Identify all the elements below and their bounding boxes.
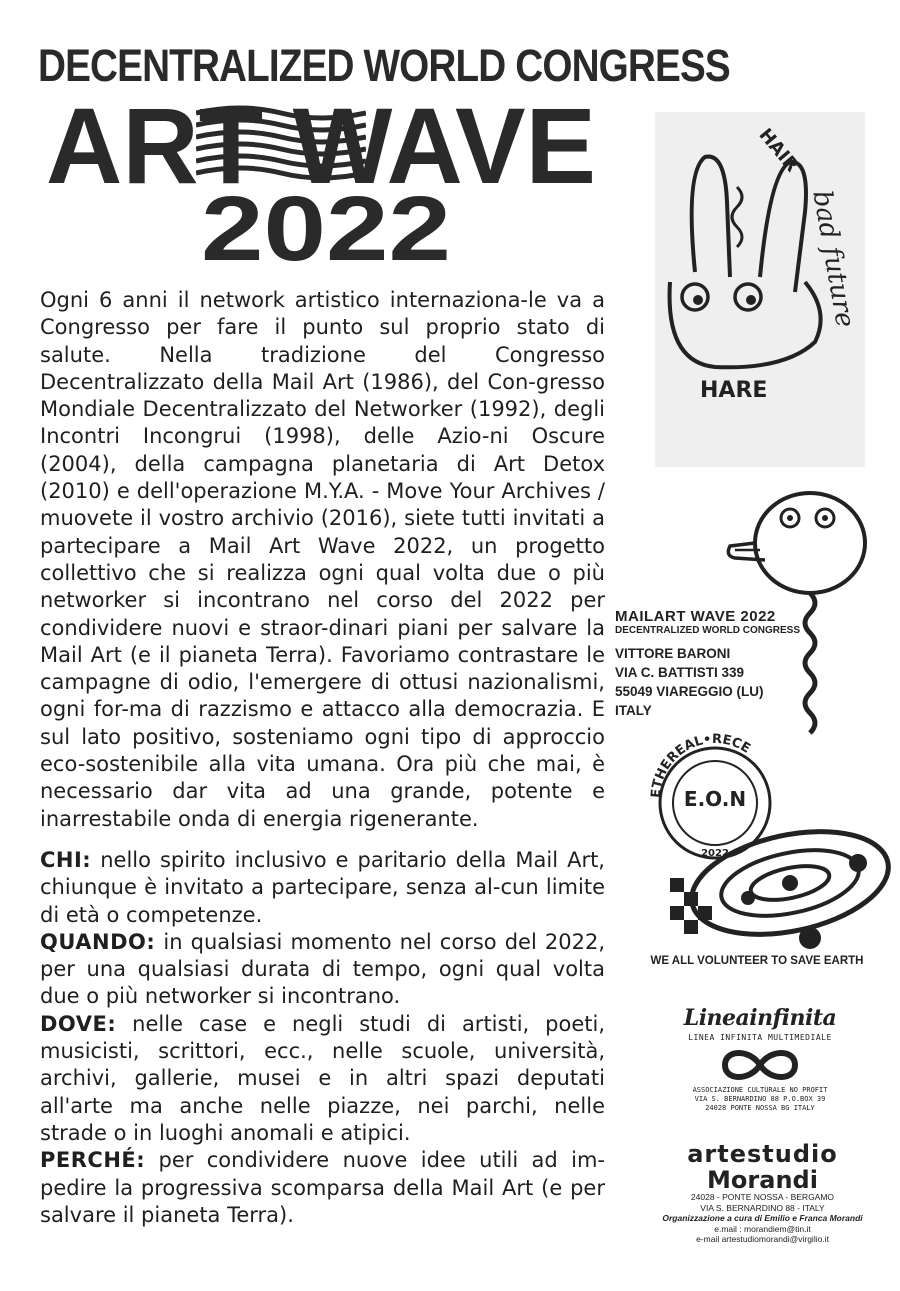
title-line1: ART WAVE <box>46 95 596 206</box>
artestudio-name: Morandi <box>707 1166 818 1194</box>
art-wave-title <box>46 95 606 265</box>
title-line2: 2022 <box>201 178 451 265</box>
artestudio-organizers: Organizzazione a cura di Emilio e Franca Morandi <box>662 1213 863 1223</box>
artestudio-wordmark: artestudio <box>687 1140 838 1168</box>
lineainfinita-subtitle: LINEA INFINITA MULTIMEDIALE <box>688 1033 832 1042</box>
lineainfinita-wordmark: Lineainfinita <box>683 1005 837 1031</box>
perche-text: per condividere nuove idee utili ad im-pedire la progressiva scomparsa della Mail Art (e per salvare il pianeta Terra). <box>40 1148 605 1227</box>
lineainfinita-line2: VIA S. BERNARDINO 88 P.O.BOX 39 <box>694 1095 826 1103</box>
dove-label: DOVE: <box>40 1011 117 1036</box>
dove-text: nelle case e negli studi di artisti, poeti, musicisti, scrittori, ecc., nelle scuole, università, archivi, gallerie, musei e in altri spazi deputati all'arte ma anche nelle piazze, nei parchi, nelle strade o in luoghi anomali e atipici. <box>40 1011 605 1145</box>
hare-side-text: bad future <box>806 188 860 330</box>
artestudio-email1: e.mail : morandiem@tin.it <box>714 1223 811 1234</box>
address-title: MAILART WAVE 2022 <box>615 608 776 625</box>
lineainfinita-logo <box>660 1005 860 1113</box>
address-subtitle: DECENTRALIZED WORLD CONGRESS <box>615 625 800 636</box>
address-city: 55049 VIAREGGIO (LU) <box>615 684 764 699</box>
address-country: ITALY <box>615 703 652 718</box>
intro-paragraph: Ogni 6 anni il network artistico internaziona-le va a Congresso per fare il punto sul proprio stato di salute. Nella tradizione del Congresso Decentralizzato della Mail Art (1986), del Con-gresso Mondiale Decentralizzato del Networker (1992), degli Incontri Incongrui (1998), delle Azio-ni Oscure (2004), della campagna planetaria di Art Detox (2010) e dell'operazione M.Y.A. - Move Your Archives / muovete il vostro archivio (2016), siete tutti invitati a partecipare a Mail Art Wave 2022, un progetto collettivo che si realizza ogni qual volta due o più networker si incontrano nel corso del 2022 per condividere nuovi e straor-dinari piani per salvare la Mail Art (e il pianeta Terra). Favoriamo contrastare le campagne di odio, l'emergere di ottusi nazionalismi, ogni for-ma di razzismo e attacco alla democrazia. E sul lato positivo, sosteniamo ogni tipo di approccio eco-sostenibile alla vita umana. Ora più che mai, è necessario dar vita ad una grande, potente e inarrestabile onda di energia rigenerante. <box>40 288 605 831</box>
artestudio-logo <box>660 1140 865 1245</box>
chi-text: nello spirito inclusivo e paritario della Mail Art, chiunque è invitato a partecipare, senza al-cun limite di età o competenze. <box>40 847 605 927</box>
perche-label: PERCHÉ: <box>40 1148 146 1173</box>
address-block <box>615 608 815 720</box>
stamp-arc-text: ETHEREAL•RECE <box>648 731 753 799</box>
hare-drawing <box>655 112 865 467</box>
stamp-center-text: E.O.N <box>683 787 747 811</box>
chi-paragraph <box>40 847 605 929</box>
hare-word-bottom: HARE <box>700 378 768 403</box>
artestudio-address2: VIA S. BERNARDINO 88 - ITALY <box>700 1202 825 1213</box>
infinity-icon <box>710 1044 810 1086</box>
quando-text: in qualsiasi momento nel corso del 2022, per una qualsiasi durata di tempo, ogni qual volta due o più networker si incontrano. <box>40 929 605 1009</box>
artestudio-address1: 24028 - PONTE NOSSA - BERGAMO <box>690 1192 835 1202</box>
save-earth-caption: WE ALL VOLUNTEER TO SAVE EARTH <box>650 955 864 967</box>
artestudio-email2: e-mail artestudiomorandi@virgilio.it <box>696 1234 829 1244</box>
quando-paragraph <box>40 929 605 1011</box>
dove-paragraph <box>40 1011 605 1147</box>
hare-word-top: HAIR <box>754 124 803 177</box>
body-text <box>40 287 605 1229</box>
perche-paragraph <box>40 1147 605 1229</box>
lineainfinita-line1: ASSOCIAZIONE CULTURALE NO PROFIT <box>692 1086 828 1094</box>
stamp-illustration <box>640 728 900 956</box>
hare-illustration <box>655 112 865 467</box>
congress-heading: DECENTRALIZED WORLD CONGRESS <box>38 40 730 91</box>
address-street: VIA C. BATTISTI 339 <box>615 665 745 680</box>
stamp-year: 2022 <box>701 848 729 859</box>
stamp-graphic <box>640 728 900 956</box>
lineainfinita-line3: 24028 PONTE NOSSA BG ITALY <box>705 1104 815 1112</box>
quando-label: QUANDO: <box>40 929 156 954</box>
art-wave-logo <box>46 95 606 265</box>
address-name: VITTORE BARONI <box>615 646 731 661</box>
chi-label: CHI: <box>40 847 92 872</box>
